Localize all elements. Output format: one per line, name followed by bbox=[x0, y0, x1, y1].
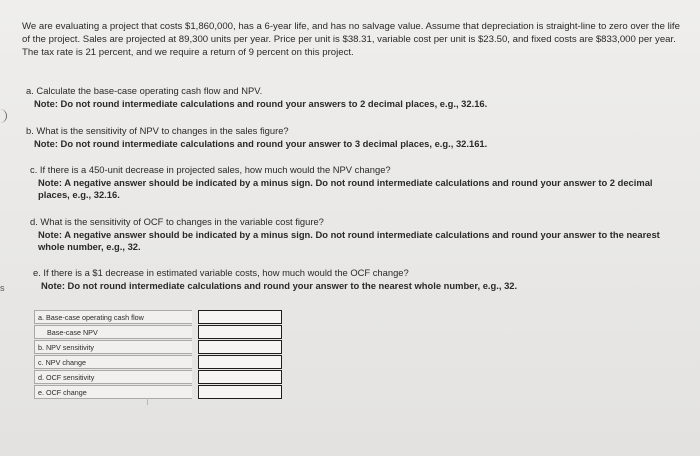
npv-sensitivity-input[interactable] bbox=[198, 340, 282, 354]
ocf-sensitivity-input[interactable] bbox=[198, 370, 282, 384]
question-c bbox=[30, 164, 676, 202]
answer-table bbox=[34, 310, 284, 404]
answer-row bbox=[34, 370, 284, 385]
question-c-text: c. If there is a 450-unit decrease in projected sales, how much would the NPV change? bbox=[30, 164, 391, 175]
page-edge-mark bbox=[0, 109, 7, 123]
question-d-note: Note: A negative answer should be indicated by a minus sign. Do not round intermediate calculations and round your answer to the nearest whole number, e.g., 32. bbox=[38, 228, 660, 253]
question-a bbox=[26, 85, 676, 110]
question-b-text: b. What is the sensitivity of NPV to changes in the sales figure? bbox=[26, 125, 289, 136]
question-d bbox=[30, 216, 676, 254]
npv-change-input[interactable] bbox=[198, 355, 282, 369]
question-b-note: Note: Do not round intermediate calculations and round your answer to 3 decimal places, e.g., 32.161. bbox=[34, 137, 488, 149]
question-e bbox=[33, 267, 673, 292]
question-e-text: e. If there is a $1 decrease in estimated variable costs, how much would the OCF change? bbox=[33, 267, 409, 278]
question-a-text: a. Calculate the base-case operating cash flow and NPV. bbox=[26, 85, 263, 96]
answer-row bbox=[34, 355, 284, 370]
answer-label-base-npv: Base-case NPV bbox=[34, 325, 192, 339]
question-c-note: Note: A negative answer should be indicated by a minus sign. Do not round intermediate calculations and round your answer to 2 decimal places, e.g., 32.16. bbox=[38, 176, 653, 201]
answer-row bbox=[34, 325, 284, 340]
ocf-change-input[interactable] bbox=[198, 385, 282, 399]
answer-label-npv-change: c. NPV change bbox=[34, 355, 192, 369]
base-npv-input[interactable] bbox=[198, 325, 282, 339]
page-edge-letter: s bbox=[0, 283, 5, 293]
answer-row bbox=[34, 310, 284, 325]
question-e-note: Note: Do not round intermediate calculations and round your answer to the nearest whole number, e.g., 32. bbox=[41, 279, 518, 291]
question-d-text: d. What is the sensitivity of OCF to changes in the variable cost figure? bbox=[30, 216, 324, 227]
answer-row bbox=[34, 340, 284, 355]
answer-row bbox=[34, 385, 284, 400]
question-b bbox=[26, 125, 676, 150]
question-a-note: Note: Do not round intermediate calculations and round your answers to 2 decimal places, e.g., 32.16. bbox=[34, 97, 488, 109]
base-ocf-input[interactable] bbox=[198, 310, 282, 324]
problem-statement: We are evaluating a project that costs $1,860,000, has a 6-year life, and has no salvage value. Assume that depreciation is straight-line to zero over the life of the project. Sales are projected at 89,300 units per year. Price per unit is $38.31, variable cost per unit is $23.50, and fixed costs are $833,000 per year. The tax rate is 21 percent, and we require a return of 9 percent on this project. bbox=[22, 21, 680, 59]
answer-label-npv-sensitivity: b. NPV sensitivity bbox=[34, 340, 192, 354]
answer-label-ocf-sensitivity: d. OCF sensitivity bbox=[34, 370, 192, 384]
answer-label-ocf-change: e. OCF change bbox=[34, 385, 192, 399]
text-cursor-mark bbox=[147, 398, 148, 405]
answer-label-base-ocf: a. Base-case operating cash flow bbox=[34, 310, 192, 324]
